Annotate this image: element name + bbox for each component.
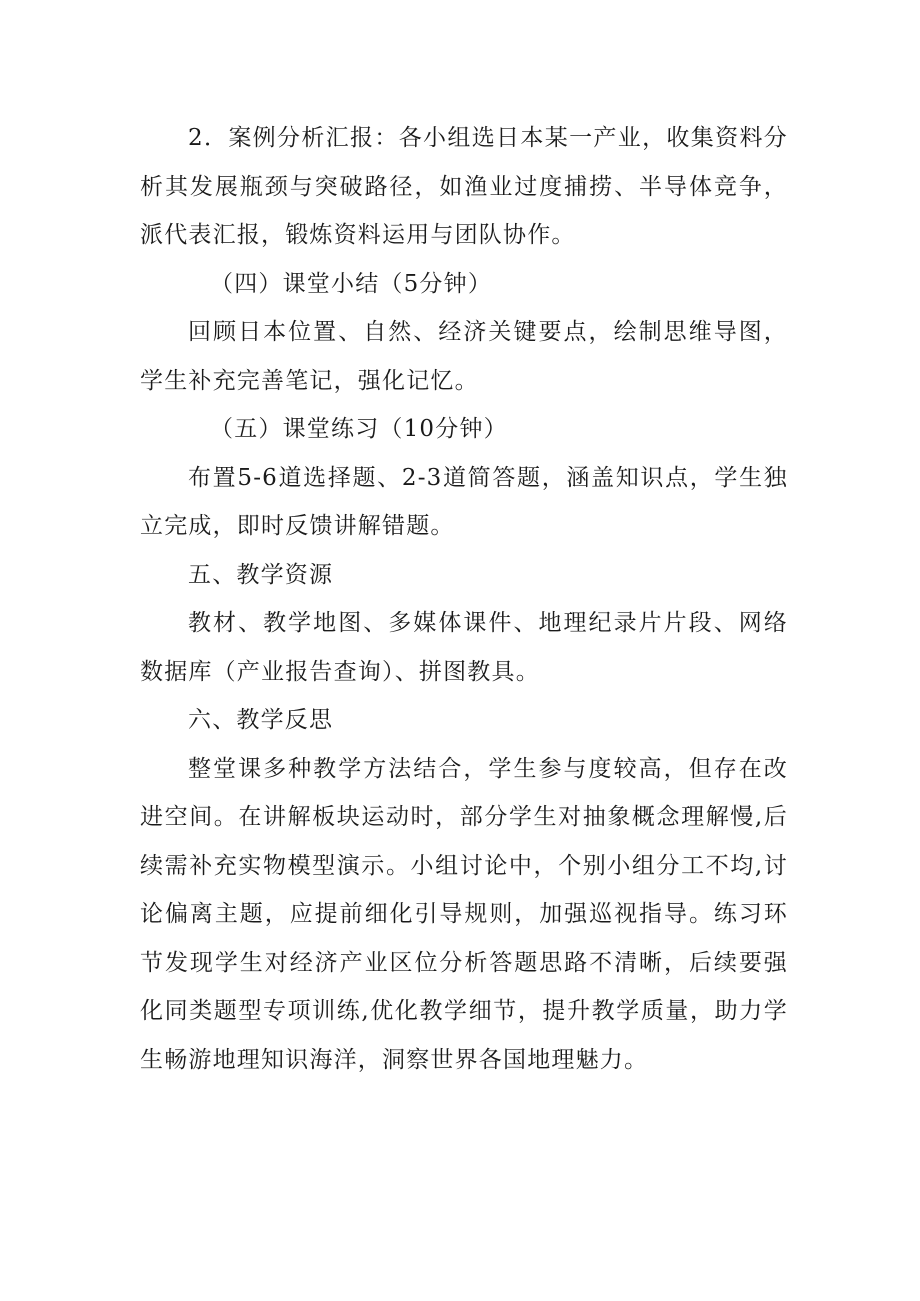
paragraph-case-analysis: 2．案例分析汇报：各小组选日本某一产业，收集资料分析其发展瓶颈与突破路径，如渔业过度捕捞、半导体竞争，派代表汇报，锻炼资料运用与团队协作。 bbox=[140, 125, 788, 248]
paragraph-reflection: 整堂课多种教学方法结合，学生参与度较高，但存在改进空间。在讲解板块运动时，部分学生对抽象概念理解慢,后续需补充实物模型演示。小组讨论中，个别小组分工不均,讨论偏离主题，应提前细化引导规则，加强巡视指导。练习环节发现学生对经济产业区位分析答题思路不清晰，后续要强化同类题型专项训练,优化教学细节，提升教学质量，助力学生畅游地理知识海洋，洞察世界各国地理魅力。 bbox=[140, 755, 788, 1073]
paragraph-exercise: 布置5-6道选择题、2-3道简答题，涵盖知识点，学生独立完成，即时反馈讲解错题。 bbox=[140, 464, 788, 539]
subheading-class-summary: （四）课堂小结（5分钟） bbox=[210, 270, 493, 297]
subheading-class-exercise: （五）课堂练习（10分钟） bbox=[210, 416, 508, 442]
paragraph-resources: 教材、教学地图、多媒体课件、地理纪录片片段、网络数据库（产业报告查询）、拼图教具。 bbox=[140, 610, 788, 685]
paragraph-summary: 回顾日本位置、自然、经济关键要点，绘制思维导图，学生补充完善笔记，强化记忆。 bbox=[140, 319, 788, 394]
document-body bbox=[140, 114, 788, 1084]
heading-teaching-reflection: 六、教学反思 bbox=[188, 707, 334, 733]
heading-teaching-resources: 五、教学资源 bbox=[188, 561, 334, 588]
